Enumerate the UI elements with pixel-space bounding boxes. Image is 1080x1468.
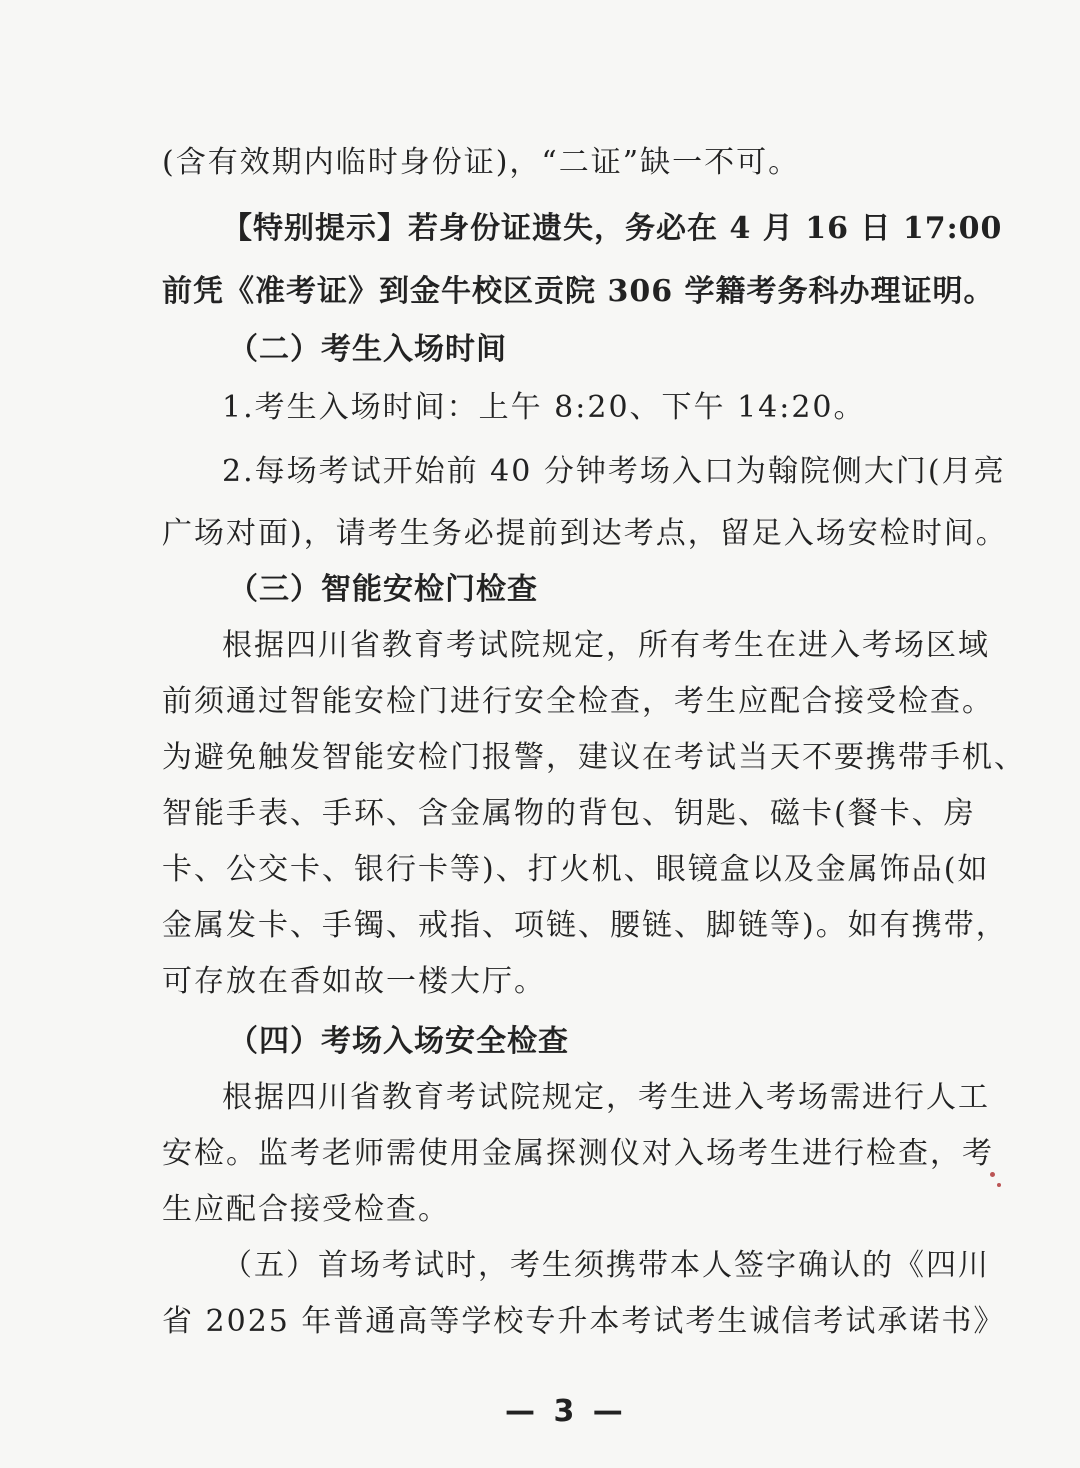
paragraph-line: 2.每场考试开始前 40 分钟考场入口为翰院侧大门(月亮 [222, 454, 1006, 489]
paragraph-line: 为避免触发智能安检门报警，建议在考试当天不要携带手机、 [162, 740, 1026, 775]
paragraph-line: 前须通过智能安检门进行安全检查，考生应配合接受检查。 [162, 684, 994, 719]
paragraph-line: 省 2025 年普通高等学校专升本考试考生诚信考试承诺书》 [162, 1304, 1006, 1339]
paragraph-line: (含有效期内临时身份证)，“二证”缺一不可。 [162, 145, 801, 180]
scan-speck [990, 1172, 995, 1177]
paragraph-line: 根据四川省教育考试院规定，所有考生在进入考场区域 [222, 628, 990, 663]
section-heading-entry-check: （四）考场入场安全检查 [228, 1024, 569, 1059]
paragraph-line: 卡、公交卡、银行卡等)、打火机、眼镜盒以及金属饰品(如 [162, 852, 990, 887]
section-heading-entry-time: （二）考生入场时间 [228, 332, 507, 367]
paragraph-line: 根据四川省教育考试院规定，考生进入考场需进行人工 [222, 1080, 990, 1115]
paragraph-line: 广场对面)，请考生务必提前到达考点，留足入场安检时间。 [162, 516, 1008, 551]
special-notice-line: 前凭《准考证》到金牛校区贡院 306 学籍考务科办理证明。 [162, 274, 995, 309]
paragraph-line: 1.考生入场时间：上午 8:20、下午 14:20。 [222, 390, 866, 425]
special-notice-line: 【特别提示】若身份证遗失，务必在 4 月 16 日 17:00 [222, 211, 1003, 246]
paragraph-line: 智能手表、手环、含金属物的背包、钥匙、磁卡(餐卡、房 [162, 796, 976, 831]
paragraph-line: 安检。监考老师需使用金属探测仪对入场考生进行检查，考 [162, 1136, 994, 1171]
paragraph-line: 可存放在香如故一楼大厅。 [162, 964, 546, 999]
paragraph-line: 生应配合接受检查。 [162, 1192, 450, 1227]
paragraph-line: （五）首场考试时，考生须携带本人签字确认的《四川 [222, 1248, 990, 1283]
section-heading-security-gate: （三）智能安检门检查 [228, 572, 538, 607]
paragraph-line: 金属发卡、手镯、戒指、项链、腰链、脚链等)。如有携带， [162, 908, 1008, 943]
scan-speck [997, 1183, 1001, 1187]
page-number: — 3 — [505, 1394, 627, 1429]
